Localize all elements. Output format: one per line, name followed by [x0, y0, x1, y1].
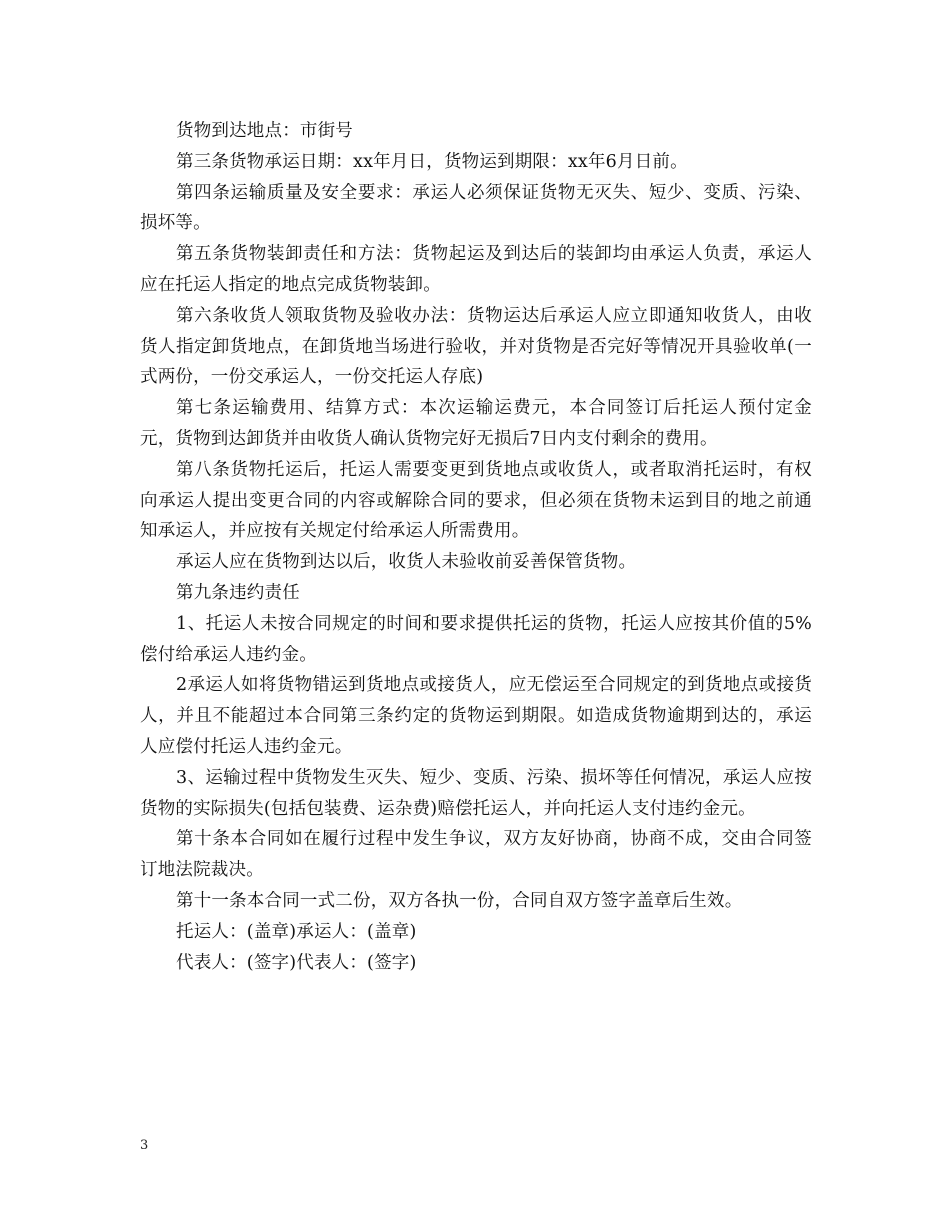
paragraph-seal-line: 托运人：(盖章)承运人：(盖章): [176, 921, 417, 942]
paragraph-carrier-custody: 承运人应在货物到达以后，收货人未验收前妥善保管货物。: [176, 552, 637, 573]
paragraph-liability-3: 3、运输过程中货物发生灭失、短少、变质、污染、损坏等任何情况，承运人应按货物的实际损失(包括包装费、运杂费)赔偿托运人，并向托运人支付违约金元。: [140, 767, 812, 819]
page-number: 3: [140, 1138, 149, 1153]
paragraph-article-6: 第六条收货人领取货物及验收办法：货物运达后承运人应立即通知收货人，由收货人指定卸货地点，在卸货地当场进行验收，并对货物是否完好等情况开具验收单(一式两份，一份交承运人，一份交托运人存底): [140, 305, 812, 388]
paragraph-article-5: 第五条货物装卸责任和方法：货物起运及到达后的装卸均由承运人负责，承运人应在托运人指定的地点完成货物装卸。: [140, 244, 812, 295]
paragraph-article-9-heading: 第九条违约责任: [176, 582, 300, 603]
paragraph-article-7: 第七条运输费用、结算方式：本次运输运费元，本合同签订后托运人预付定金元，货物到达卸货并由收货人确认货物完好无损后7日内支付剩余的费用。: [140, 398, 812, 449]
paragraph-liability-1: 1、托运人未按合同规定的时间和要求提供托运的货物，托运人应按其价值的5%偿付给承运人违约金。: [140, 613, 812, 665]
paragraph-article-4: 第四条运输质量及安全要求：承运人必须保证货物无灭失、短少、变质、污染、损坏等。: [140, 182, 812, 234]
paragraph-article-3: 第三条货物承运日期：xx年月日，货物运到期限：xx年6月日前。: [176, 151, 688, 172]
paragraph-liability-2: 2承运人如将货物错运到货地点或接货人，应无偿运至合同规定的到货地点或接货人，并且不能超过本合同第三条约定的货物运到期限。如造成货物逾期到达的，承运人应偿付托运人违约金元。: [140, 675, 812, 757]
paragraph-destination: 货物到达地点：市街号: [176, 121, 353, 141]
paragraph-article-10: 第十条本合同如在履行过程中发生争议，双方友好协商，协商不成，交由合同签订地法院裁决。: [140, 829, 812, 881]
paragraph-signature-line: 代表人：(签字)代表人：(签字): [176, 952, 417, 973]
contract-body: [140, 116, 812, 978]
paragraph-article-11: 第十一条本合同一式二份，双方各执一份，合同自双方签字盖章后生效。: [176, 890, 743, 911]
paragraph-article-8: 第八条货物托运后，托运人需要变更到货地点或收货人，或者取消托运时，有权向承运人提出变更合同的内容或解除合同的要求，但必须在货物未运到目的地之前通知承运人，并应按有关规定付给承运人所需费用。: [140, 459, 812, 542]
